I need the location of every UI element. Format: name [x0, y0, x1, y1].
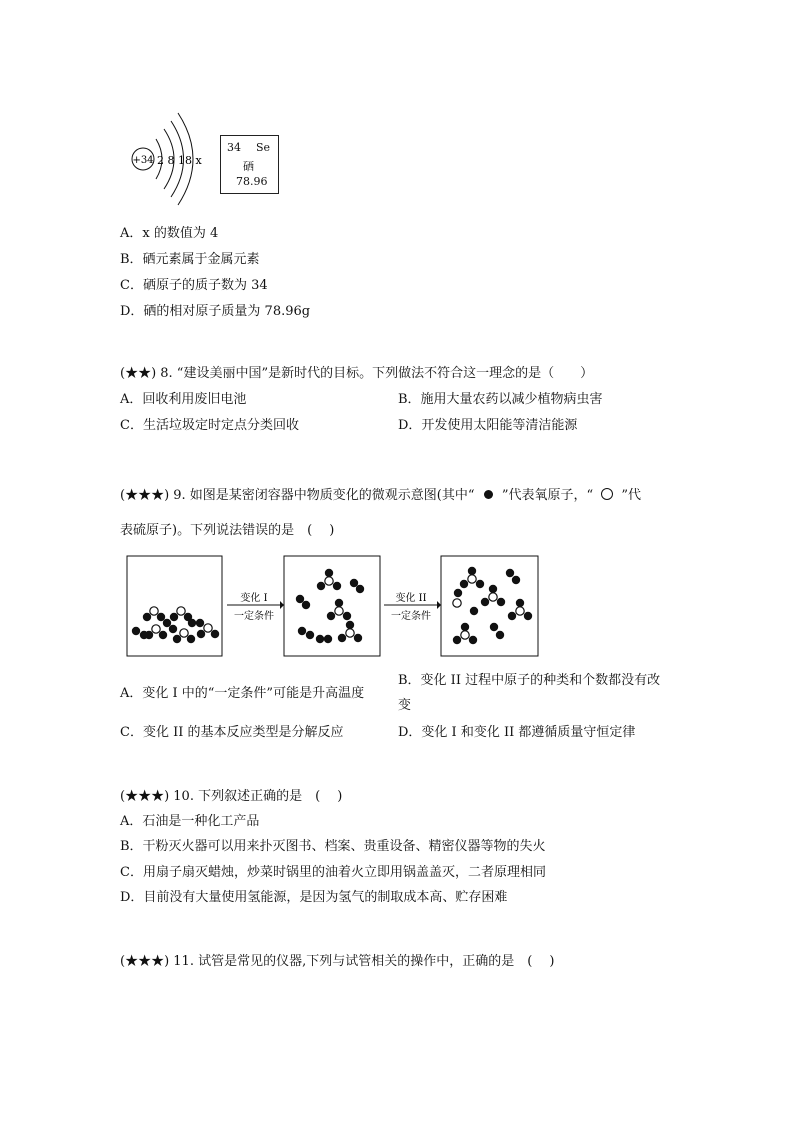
- atomic-number: 34: [227, 141, 241, 154]
- sulfur-atom: [516, 607, 524, 615]
- oxygen-atom: [296, 595, 304, 603]
- oxygen-atom: [490, 623, 498, 631]
- q9-stem-mid: ”代表氧原子，“: [501, 488, 594, 503]
- oxygen-atom: [497, 598, 505, 606]
- oxygen-atom: [496, 631, 504, 639]
- oxygen-atom: [354, 634, 362, 642]
- oxygen-atom: [188, 619, 196, 627]
- oxygen-atom: [306, 631, 314, 639]
- oxygen-atom: [350, 579, 358, 587]
- q9-option-b-cont: 变: [398, 698, 412, 713]
- q9-stem-prefix: (★★★) 9. 如图是某密闭容器中物质变化的微观示意图(其中“: [120, 488, 475, 503]
- arrow-head-icon: [437, 601, 441, 609]
- sulfur-atom: [150, 607, 158, 615]
- q8-option-a: A．回收利用废旧电池: [120, 392, 247, 407]
- sulfur-atom: [489, 593, 497, 601]
- sulfur-atom: [335, 607, 343, 615]
- oxygen-atom: [324, 635, 332, 643]
- q8-option-c: C．生活垃圾定时定点分类回收: [120, 418, 299, 433]
- oxygen-atom: [516, 599, 524, 607]
- oxygen-atom: [512, 576, 520, 584]
- oxygen-atom: [302, 601, 310, 609]
- sulfur-atom: [461, 631, 469, 639]
- oxygen-atom: [506, 569, 514, 577]
- q9-stem-line1: [120, 484, 641, 503]
- oxygen-atom: [132, 627, 140, 635]
- arrow-head-icon: [280, 601, 284, 609]
- oxygen-atom: [470, 607, 478, 615]
- oxygen-atom: [453, 636, 461, 644]
- q7-option-a: A．x 的数值为 4: [120, 226, 219, 241]
- oxygen-atom: [327, 612, 335, 620]
- oxygen-atom: [508, 612, 516, 620]
- q9-option-d: D．变化 I 和变化 II 都遵循质量守恒定律: [398, 725, 636, 740]
- q10-stem: (★★★) 10. 下列叙述正确的是 ( ): [120, 789, 343, 804]
- oxygen-atom: [298, 627, 306, 635]
- oxygen-atom: [468, 567, 476, 575]
- q10-option-d: D．目前没有大量使用氢能源，是因为氢气的制取成本高、贮存困难: [120, 890, 508, 905]
- oxygen-atom: [197, 630, 205, 638]
- oxygen-atom-icon: [484, 490, 493, 499]
- sulfur-atom: [177, 607, 185, 615]
- element-symbol: Se: [256, 141, 271, 154]
- oxygen-atom: [187, 635, 195, 643]
- oxygen-atom: [159, 631, 167, 639]
- q11-stem: (★★★) 11. 试管是常见的仪器,下列与试管相关的操作中，正确的是 ( ): [120, 954, 555, 969]
- oxygen-atom: [140, 631, 148, 639]
- oxygen-atom: [460, 580, 468, 588]
- oxygen-atom: [316, 635, 324, 643]
- oxygen-atom: [476, 580, 484, 588]
- q8-option-d: D．开发使用太阳能等清洁能源: [398, 418, 578, 433]
- oxygen-atom: [481, 598, 489, 606]
- nucleus-charge: +34: [132, 155, 154, 166]
- q8-option-b: B．施用大量农药以减少植物病虫害: [398, 392, 603, 407]
- oxygen-atom: [211, 630, 219, 638]
- oxygen-atom: [143, 613, 151, 621]
- electron-shells-label: 2 8 18 x: [157, 154, 202, 167]
- oxygen-atom: [454, 589, 462, 597]
- oxygen-atom: [317, 582, 325, 590]
- q8-stem: (★★) 8. “建设美丽中国”是新时代的目标。下列做法不符合这一理念的是（ ）: [120, 366, 594, 381]
- sulfur-atom: [346, 629, 354, 637]
- oxygen-atom: [333, 582, 341, 590]
- q10-option-c: C．用扇子扇灭蜡烛，炒菜时锅里的油着火立即用锅盖盖灭，二者原理相同: [120, 865, 546, 880]
- element-name: 硒: [243, 160, 254, 173]
- oxygen-atom: [335, 599, 343, 607]
- atomic-mass: 78.96: [236, 175, 268, 188]
- sulfur-atom-icon: [601, 488, 613, 500]
- q7-option-c: C．硒原子的质子数为 34: [120, 278, 268, 293]
- q9-option-b: B．变化 II 过程中原子的种类和个数都没有改: [398, 673, 661, 688]
- q9-option-a: A．变化 I 中的“一定条件”可能是升高温度: [120, 686, 365, 701]
- arrow2-label: 变化 II: [395, 593, 427, 604]
- sulfur-atom: [152, 625, 160, 633]
- molecule-group: [132, 567, 532, 644]
- q7-option-d: D．硒的相对原子质量为 78.96g: [120, 304, 311, 319]
- oxygen-atom: [163, 619, 171, 627]
- oxygen-atom: [169, 625, 177, 633]
- oxygen-atom: [469, 636, 477, 644]
- oxygen-atom: [356, 585, 364, 593]
- oxygen-atom: [170, 613, 178, 621]
- sulfur-atom: [325, 577, 333, 585]
- sulfur-atom: [453, 599, 461, 607]
- q7-option-b: B．硒元素属于金属元素: [120, 252, 260, 267]
- sulfur-atom: [204, 624, 212, 632]
- q10-option-b: B．干粉灭火器可以用来扑灭图书、档案、贵重设备、精密仪器等物的失火: [120, 839, 546, 854]
- q10-option-a: A．石油是一种化工产品: [120, 814, 260, 829]
- arrow1-label: 变化 I: [240, 593, 268, 604]
- oxygen-atom: [461, 623, 469, 631]
- oxygen-atom: [346, 621, 354, 629]
- reaction-diagram: [124, 553, 544, 663]
- oxygen-atom: [196, 619, 204, 627]
- sulfur-atom: [468, 575, 476, 583]
- oxygen-atom: [343, 612, 351, 620]
- arrow2-condition: 一定条件: [391, 611, 431, 622]
- element-info-box: [220, 135, 279, 194]
- oxygen-atom: [524, 612, 532, 620]
- q9-option-c: C．变化 II 的基本反应类型是分解反应: [120, 725, 344, 740]
- oxygen-atom: [173, 635, 181, 643]
- sulfur-atom: [180, 629, 188, 637]
- oxygen-atom: [338, 634, 346, 642]
- oxygen-atom: [325, 569, 333, 577]
- q9-stem-line2: 表硫原子)。下列说法错误的是 ( ): [120, 523, 335, 538]
- oxygen-atom: [157, 613, 165, 621]
- arrow1-condition: 一定条件: [234, 611, 274, 622]
- oxygen-atom: [489, 585, 497, 593]
- selenium-atom-diagram: [128, 108, 208, 208]
- q9-stem-suffix: ”代: [621, 488, 642, 503]
